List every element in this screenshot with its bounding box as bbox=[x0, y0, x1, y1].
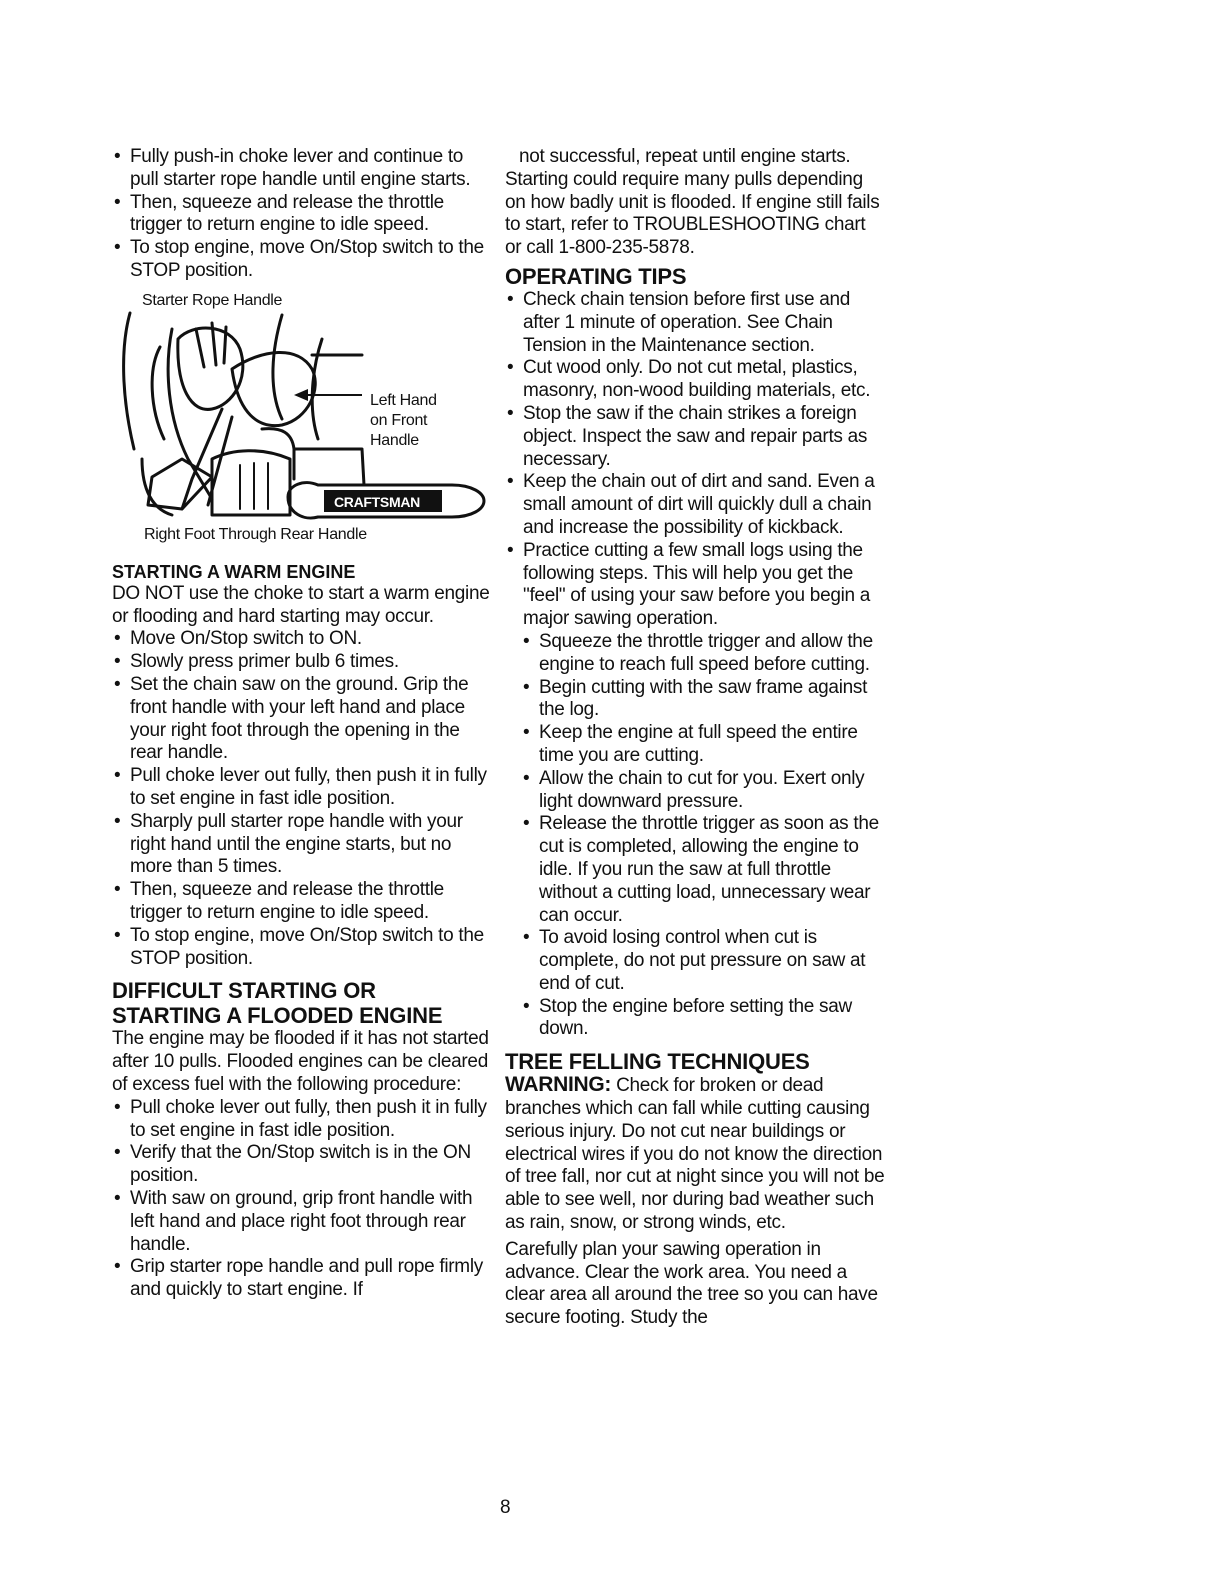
list-item: • Then, squeeze and release the throttle trigger to return engine to idle speed. bbox=[112, 192, 492, 238]
list-item: • Verify that the On/Stop switch is in the ON position. bbox=[112, 1142, 492, 1188]
list-item: • Set the chain saw on the ground. Grip the front handle with your left hand and place your right foot through the opening in the rear handle. bbox=[112, 674, 492, 765]
list-item: • Pull choke lever out fully, then push it in fully to set engine in fast idle position. bbox=[112, 765, 492, 811]
list-item: • Slowly press primer bulb 6 times. bbox=[112, 651, 492, 674]
chainsaw-starting-figure bbox=[112, 287, 492, 547]
figure-label-right-foot: Right Foot Through Rear Handle bbox=[144, 525, 367, 543]
list-item: • Grip starter rope handle and pull rope firmly and quickly to start engine. If bbox=[112, 1256, 492, 1302]
list-item: • Sharply pull starter rope handle with your right hand until the engine starts, but no more than 5 times. bbox=[112, 811, 492, 879]
tree-felling-warning bbox=[505, 1074, 885, 1235]
list-item: • Fully push-in choke lever and continue to pull starter rope handle until engine starts. bbox=[112, 146, 492, 192]
list-item: • Cut wood only. Do not cut metal, plastics, masonry, non-wood building materials, etc. bbox=[505, 357, 885, 403]
section-heading-tree-felling: TREE FELLING TECHNIQUES bbox=[505, 1049, 810, 1075]
flooded-engine-bullet-list bbox=[112, 1097, 492, 1302]
list-item: • Squeeze the throttle trigger and allow the engine to reach full speed before cutting. bbox=[505, 631, 885, 677]
list-item: • Then, squeeze and release the throttle trigger to return engine to idle speed. bbox=[112, 879, 492, 925]
list-item: • To stop engine, move On/Stop switch to the STOP position. bbox=[112, 237, 492, 283]
section-heading-warm-engine: STARTING A WARM ENGINE bbox=[112, 561, 356, 582]
list-item: • Keep the chain out of dirt and sand. Even a small amount of dirt will quickly dull a chain and increase the possibility of kickback. bbox=[505, 471, 885, 539]
practice-steps-list bbox=[505, 631, 885, 1041]
warning-text: Check for broken or dead branches which can fall while cutting causing serious injury. Do not cut near buildings or electrical wires if you do not know the direction of tree fall, nor cut at night since you will not be able to see well, nor during bad weather such as rain, snow, or strong winds, etc. bbox=[505, 1075, 885, 1234]
list-item: • Keep the engine at full speed the entire time you are cutting. bbox=[505, 722, 885, 768]
intro-bullet-list bbox=[112, 146, 492, 283]
list-item: • Move On/Stop switch to ON. bbox=[112, 628, 492, 651]
section-heading-flooded-line1: DIFFICULT STARTING OR bbox=[112, 978, 376, 1004]
section-heading-operating-tips: OPERATING TIPS bbox=[505, 263, 687, 289]
figure-label-left-hand: Left Hand on Front Handle bbox=[370, 391, 437, 449]
continuation-text: not successful, repeat until engine starts. bbox=[519, 146, 851, 167]
flooded-engine-intro: The engine may be flooded if it has not started after 10 pulls. Flooded engines can be cleared of excess fuel with the following procedure: bbox=[112, 1028, 489, 1095]
figure-label-starter-rope: Starter Rope Handle bbox=[142, 291, 283, 309]
list-item: • Pull choke lever out fully, then push it in fully to set engine in fast idle position. bbox=[112, 1097, 492, 1143]
list-item: • To avoid losing control when cut is complete, do not put pressure on saw at end of cut. bbox=[505, 927, 885, 995]
tree-felling-paragraph: Carefully plan your sawing operation in advance. Clear the work area. You need a clear area all around the tree so you can have secure footing. Study the bbox=[505, 1238, 878, 1329]
warm-engine-intro: DO NOT use the choke to start a warm engine or flooding and hard starting may occur. bbox=[112, 582, 490, 627]
warning-label: WARNING: bbox=[505, 1073, 612, 1097]
list-item: • Begin cutting with the saw frame against the log. bbox=[505, 677, 885, 723]
list-item: • Practice cutting a few small logs using the following steps. This will help you get the "feel" of using your saw before you begin a major sawing operation. bbox=[505, 540, 885, 631]
left-column bbox=[112, 146, 492, 1302]
page-number: 8 bbox=[500, 1497, 511, 1518]
brand-logo-text: CRAFTSMAN bbox=[334, 493, 420, 510]
section-heading-flooded-line2: STARTING A FLOODED ENGINE bbox=[112, 1003, 443, 1029]
list-item: • Stop the engine before setting the saw down. bbox=[505, 996, 885, 1042]
list-item: • To stop engine, move On/Stop switch to the STOP position. bbox=[112, 925, 492, 971]
flooded-paragraph: Starting could require many pulls depending on how badly unit is flooded. If engine still fails to start, refer to TROUBLESHOOTING chart or call 1-800-235-5878. bbox=[505, 168, 880, 259]
warm-engine-bullet-list bbox=[112, 628, 492, 970]
list-item: • With saw on ground, grip front handle with left hand and place right foot through rear handle. bbox=[112, 1188, 492, 1256]
list-item: • Check chain tension before first use and after 1 minute of operation. See Chain Tension in the Maintenance section. bbox=[505, 289, 885, 357]
operating-tips-bullet-list bbox=[505, 289, 885, 631]
list-item: • Stop the saw if the chain strikes a foreign object. Inspect the saw and repair parts as necessary. bbox=[505, 403, 885, 471]
list-item: • Release the throttle trigger as soon as the cut is completed, allowing the engine to idle. If you run the saw at full throttle without a cutting load, unnecessary wear can occur. bbox=[505, 813, 885, 927]
right-column bbox=[505, 146, 885, 1330]
list-item: • Allow the chain to cut for you. Exert only light downward pressure. bbox=[505, 768, 885, 814]
